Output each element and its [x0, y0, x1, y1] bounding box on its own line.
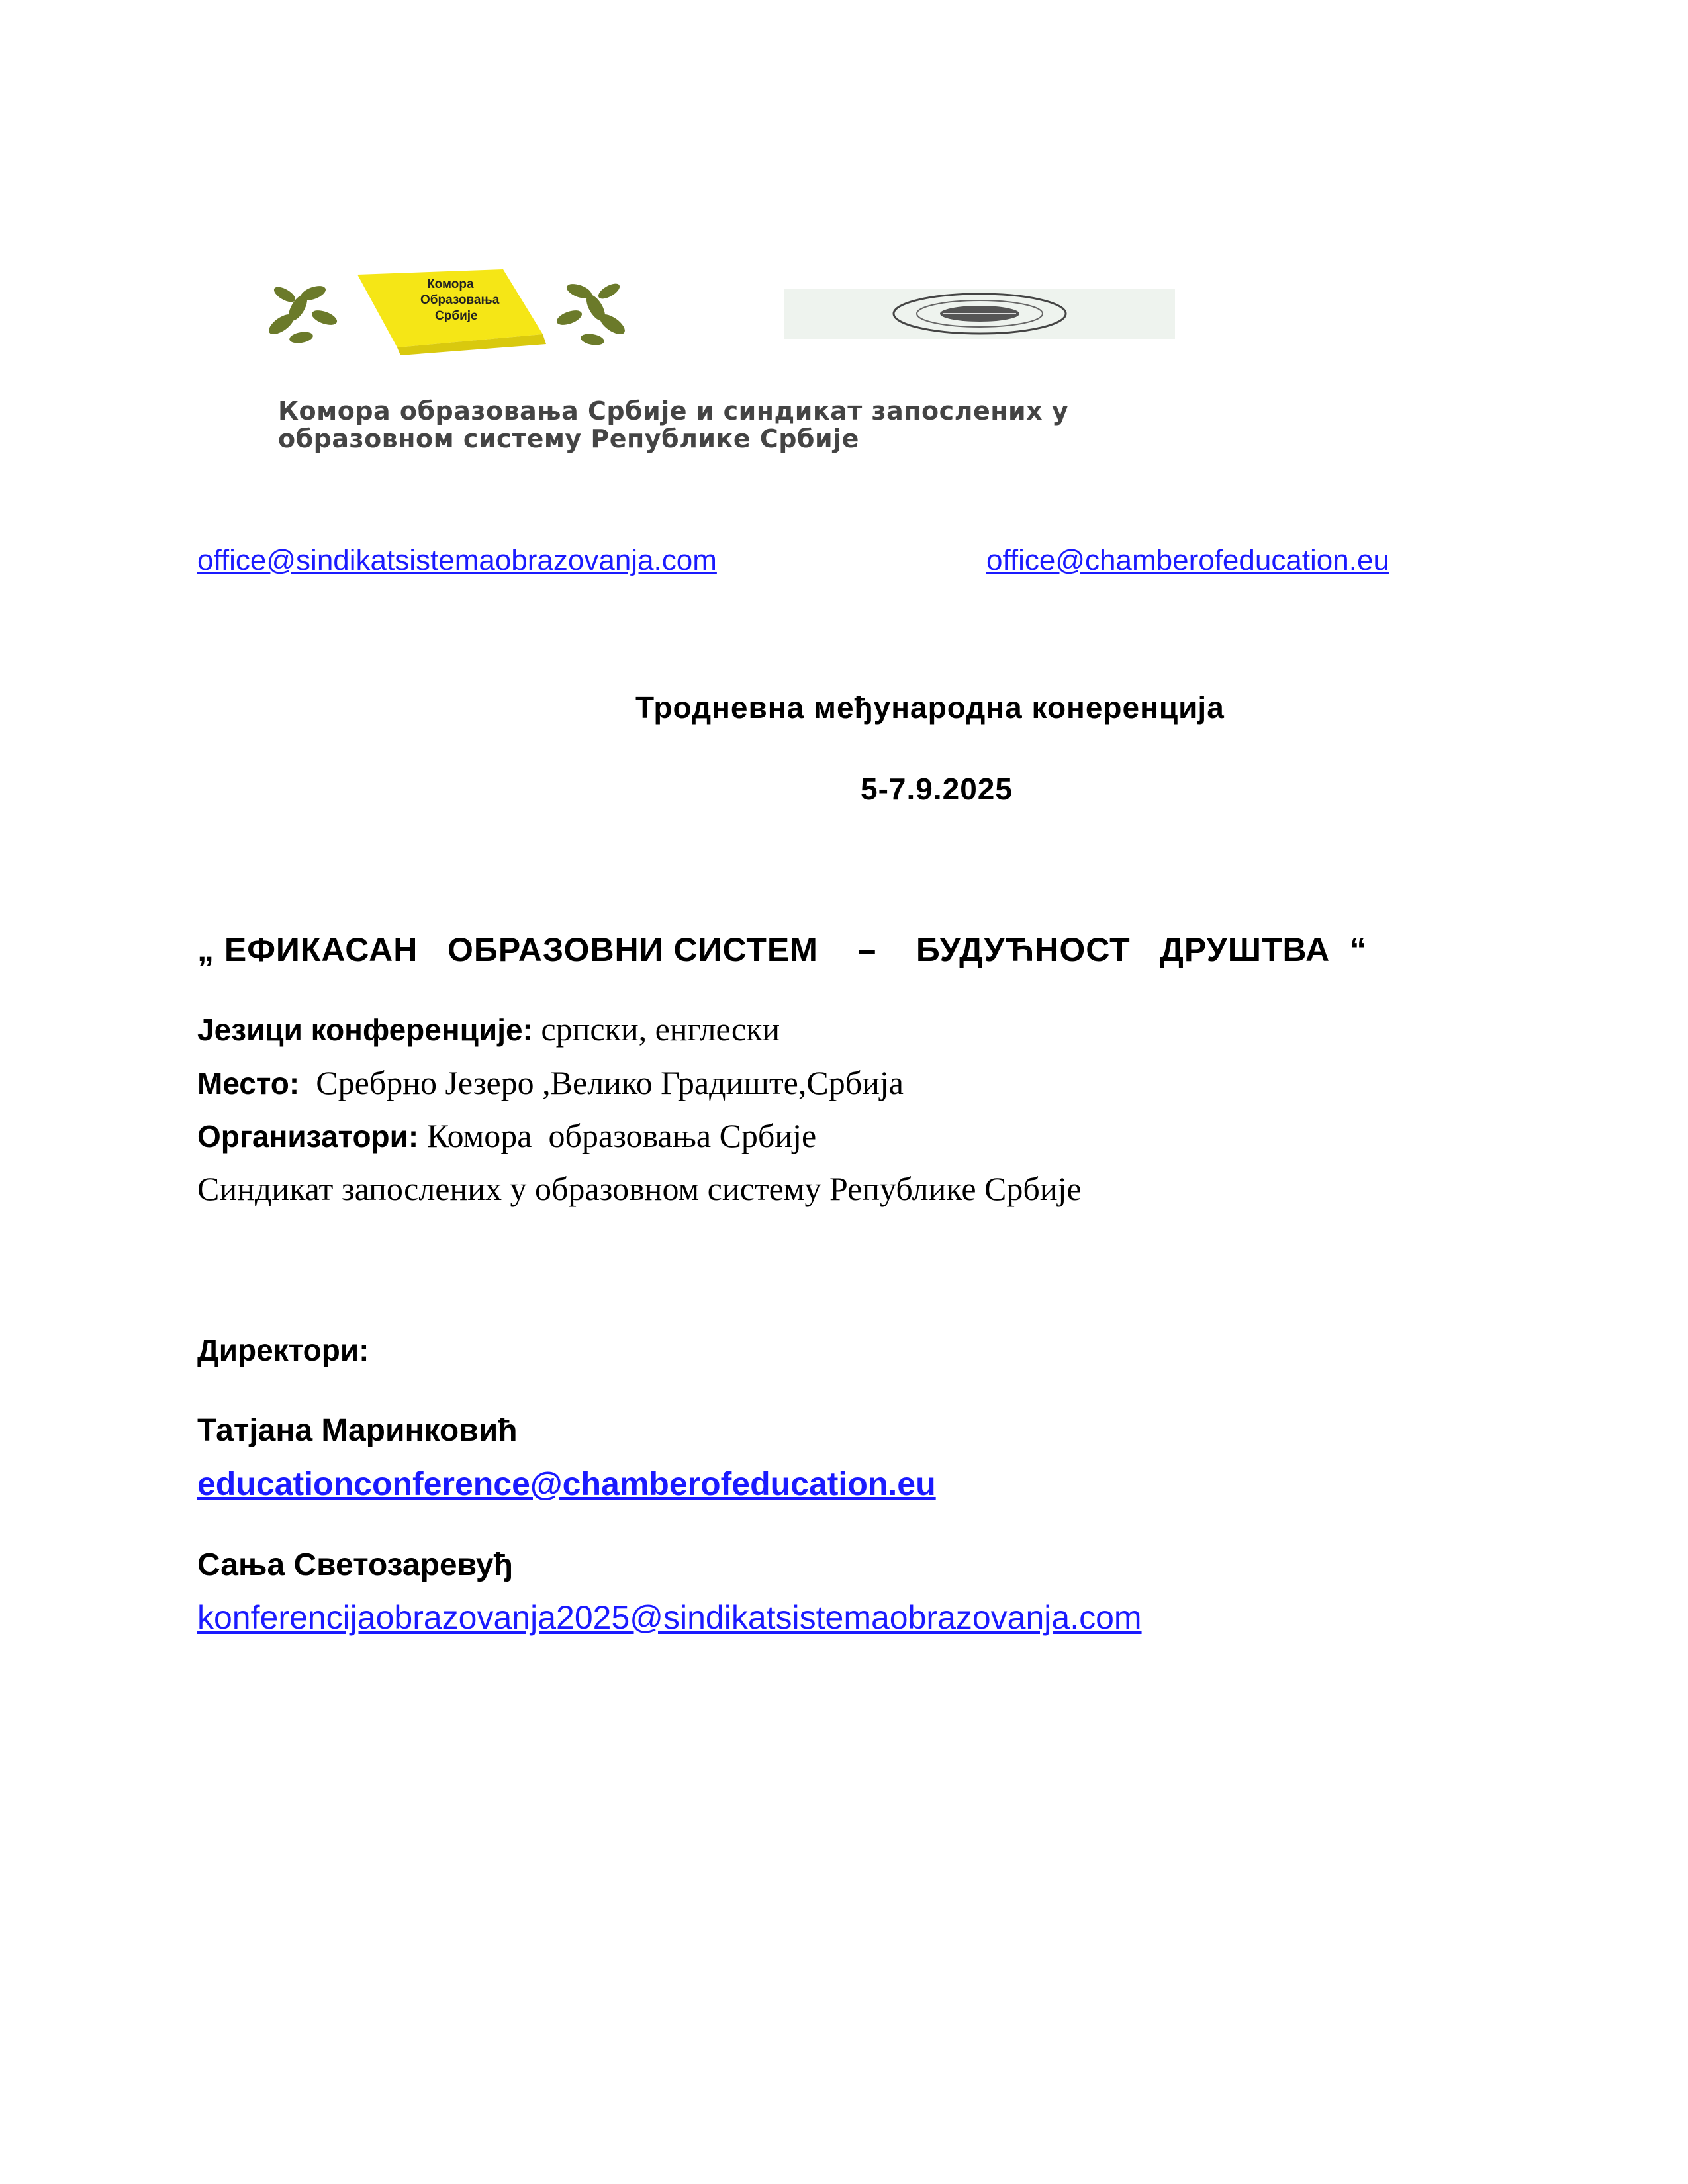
director-email-link[interactable]: konferencijaobrazovanja2025@sindikatsistemaobrazovanja.com — [197, 1599, 1142, 1636]
book-icon — [357, 269, 546, 355]
laurel-left-icon — [265, 283, 339, 345]
union-logo — [784, 289, 1175, 339]
header-caption-line1: Комора образовања Србије и синдикат запослених у — [278, 396, 1069, 426]
languages-line — [197, 1009, 780, 1050]
place-line — [197, 1063, 904, 1103]
laurel-right-icon — [555, 281, 628, 347]
organizers-line-2 — [197, 1169, 1082, 1208]
svg-text:Комора: Комора — [427, 277, 474, 291]
languages-label: Језици конференције: — [197, 1013, 533, 1047]
svg-text:Образовања: Образовања — [420, 293, 500, 307]
place-label: Место: — [197, 1066, 300, 1101]
header-caption — [278, 397, 1417, 453]
conference-dates: 5-7.9.2025 — [861, 772, 1013, 806]
place-value: Сребрно Језеро ,Велико Градиште,Србија — [299, 1064, 904, 1101]
organizers-value-2: Синдикат запослених у образовном систему Републике Србије — [197, 1170, 1082, 1207]
organizers-label: Организатори: — [197, 1119, 419, 1154]
conference-theme: „ ЕФИКАСАН ОБРАЗОВНИ СИСТЕМ – БУДУЋНОСТ ДРУШТВА “ — [197, 931, 1368, 968]
chamber-logo — [261, 261, 632, 357]
svg-text:Србије: Србије — [435, 309, 478, 323]
conference-title: Тродневна међународна конеренција — [635, 690, 1225, 725]
chamber-email-link[interactable]: office@chamberofeducation.eu — [986, 544, 1389, 576]
organizers-value: Комора образовања Србије — [418, 1117, 817, 1154]
organizers-line — [197, 1116, 816, 1156]
director-name: Татјана Маринковић — [197, 1413, 518, 1448]
union-email-link[interactable]: office@sindikatsistemaobrazovanja.com — [197, 544, 717, 576]
director-email-link[interactable]: educationconference@chamberofeducation.eu — [197, 1465, 936, 1502]
directors-label: Директори: — [197, 1333, 369, 1367]
director-name: Сања Светозаревуђ — [197, 1547, 513, 1582]
languages-value: српски, енглески — [532, 1011, 780, 1048]
header-caption-line2: образовном систему Републике Србије — [278, 424, 859, 453]
